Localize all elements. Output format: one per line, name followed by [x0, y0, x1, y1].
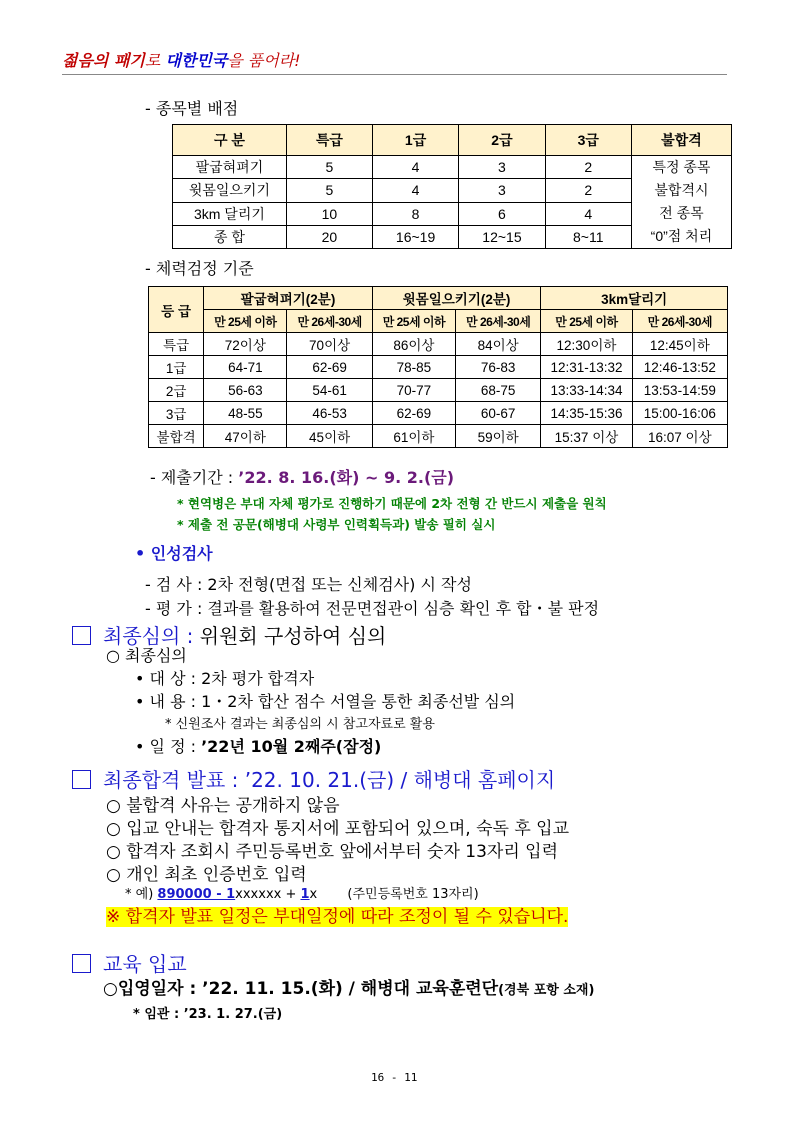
- th: 등 급: [149, 287, 204, 333]
- final-review-sub: ○ 최종심의: [106, 646, 187, 665]
- final-review-title: 최종심의 : 위원회 구성하여 심의: [72, 620, 386, 649]
- th: 불합격: [631, 125, 731, 156]
- th: 구 분: [173, 125, 287, 156]
- standard-table: 등 급 팔굽혀펴기(2분) 윗몸일으키기(2분) 3km달리기 만 25세 이하 만 26세-30세 만 25세 이하 만 26세-30세 만 25세 이하 만 26세-30세 특급 72이상 70이상 86이상 84이상 12:30이하 12:45이하 1급 64-71 62-69 78-85 76-83 12:31-13:32 12:46-13:52 2급 56-63 54-61 70-77 68-75 13:33-14:34 13:53-14:59 3급 48-55 46-53 62-69 60-67 14:35-15:36 15:00-16:06 불합격 47이하 45이하 61이하 59이하 15:37 이상 16:07 이상: [148, 286, 728, 448]
- table-row: 팔굽혀펴기 5 4 3 2 특정 종목 불합격시 전 종목 “0”점 처리: [173, 156, 732, 179]
- note-2: * 제출 전 공문(해병대 사령부 인력획득과) 발송 필히 실시: [177, 517, 496, 532]
- final-review-item-2: • 내 용 : 1・2차 합산 점수 서열을 통한 최종선발 심의: [135, 692, 516, 711]
- table-row: 3km 달리기 10 8 6 4: [173, 202, 732, 225]
- final-review-item-1: • 대 상 : 2차 평가 합격자: [135, 669, 315, 688]
- personality-line1: - 검 사 : 2차 전형(면접 또는 신체검사) 시 작성: [145, 575, 472, 594]
- warning-text: ※ 합격자 발표 일정은 부대일정에 따라 조정이 될 수 있습니다.: [106, 907, 569, 927]
- table-row: 3급 48-55 46-53 62-69 60-67 14:35-15:36 15:00-16:06: [149, 402, 728, 425]
- th: 특급: [286, 125, 372, 156]
- final-review-note: * 신원조사 결과는 최종심의 시 참고자료로 활용: [165, 717, 435, 732]
- th: 3급: [545, 125, 631, 156]
- education-line: ○입영일자 : ’22. 11. 15.(화) / 해병대 교육훈련단(경북 포항 소재): [103, 979, 595, 999]
- th: 3km달리기: [541, 287, 728, 310]
- checkbox-icon: [72, 954, 91, 973]
- final-pass-title: 최종합격 발표 : ’22. 10. 21.(금) / 해병대 홈페이지: [72, 764, 555, 793]
- checkbox-icon: [72, 770, 91, 789]
- education-title: 교육 입교: [72, 948, 187, 977]
- note-1: * 현역병은 부대 자체 평가로 진행하기 때문에 2차 전형 간 반드시 제출을 원칙: [177, 496, 607, 511]
- table-row: 윗몸일으키기 5 4 3 2: [173, 179, 732, 202]
- table-row: 2급 56-63 54-61 70-77 68-75 13:33-14:34 13:53-14:59: [149, 379, 728, 402]
- table-row: 1급 64-71 62-69 78-85 76-83 12:31-13:32 12:46-13:52: [149, 356, 728, 379]
- commission-note: * 임관 : ’23. 1. 27.(금): [133, 1007, 283, 1022]
- final-pass-item-4: ○ 개인 최초 인증번호 입력: [106, 865, 307, 885]
- table-row: 불합격 47이하 45이하 61이하 59이하 15:37 이상 16:07 이상: [149, 425, 728, 448]
- standard-title: - 체력검정 기준: [145, 259, 254, 278]
- example-line: * 예) 890000 - 1xxxxxx + 1x (주민등록번호 13자리): [125, 887, 479, 902]
- th: 윗몸일으키기(2분): [372, 287, 541, 310]
- final-pass-item-1: ○ 불합격 사유는 공개하지 않음: [106, 796, 340, 816]
- table-row: 종 합 20 16~19 12~15 8~11: [173, 225, 732, 248]
- page-number: 16 - 11: [371, 1071, 418, 1084]
- fail-note: 특정 종목 불합격시 전 종목 “0”점 처리: [631, 156, 731, 249]
- th: 팔굽혀펴기(2분): [204, 287, 373, 310]
- page-header: 젊음의 패기로 대한민국을 품어라!: [62, 51, 301, 70]
- submit-period: - 제출기간 : ’22. 8. 16.(화) ~ 9. 2.(금): [150, 468, 455, 487]
- th: 1급: [372, 125, 458, 156]
- scoring-table: [172, 124, 732, 249]
- th: 2급: [459, 125, 545, 156]
- table-row: 특급 72이상 70이상 86이상 84이상 12:30이하 12:45이하: [149, 333, 728, 356]
- scoring-title: - 종목별 배점: [145, 99, 239, 118]
- final-review-schedule: • 일 정 : ’22년 10월 2째주(잠정): [135, 737, 382, 756]
- personality-title: • 인성검사: [135, 544, 213, 563]
- final-pass-item-3: ○ 합격자 조회시 주민등록번호 앞에서부터 숫자 13자리 입력: [106, 842, 558, 862]
- final-pass-item-2: ○ 입교 안내는 합격자 통지서에 포함되어 있으며, 숙독 후 입교: [106, 819, 569, 839]
- header-divider: [62, 74, 727, 75]
- checkbox-icon: [72, 626, 91, 645]
- personality-line2: - 평 가 : 결과를 활용하여 전문면접관이 심층 확인 후 합・불 판정: [145, 599, 600, 618]
